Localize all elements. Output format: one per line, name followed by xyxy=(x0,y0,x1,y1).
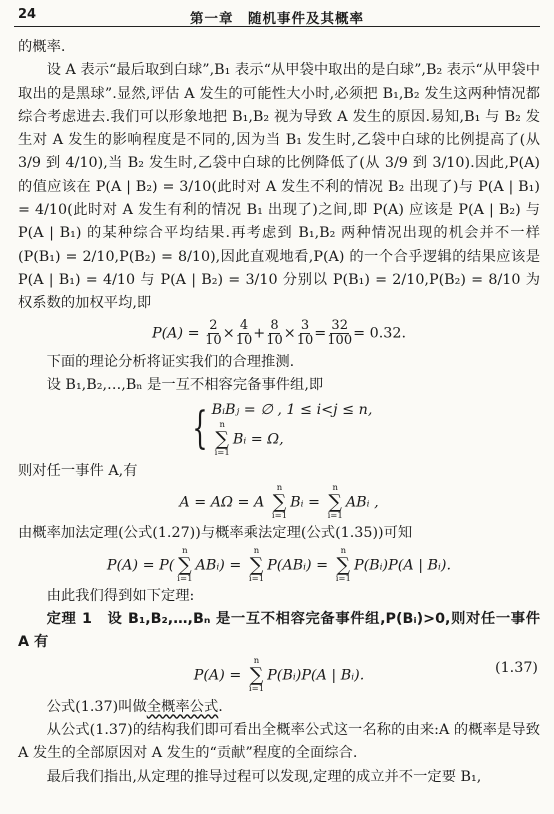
paragraph-by-theorems: 由概率加法定理(公式(1.27))与概率乘法定理(公式(1.35))可知 xyxy=(18,525,413,542)
term-total-probability-formula: 全概率公式 xyxy=(146,698,219,715)
equation-number: (1.37) xyxy=(495,659,538,676)
paragraph-transition: 下面的理论分析将证实我们的合理推测. xyxy=(46,353,295,370)
summation-symbol: n ∑ i=1 xyxy=(327,483,343,522)
left-brace-glyph: { xyxy=(191,402,208,454)
paragraph-hence: 由此我们得到如下定理: xyxy=(46,587,195,604)
equation-derivation: P(A) = P( n ∑ i=1 ABᵢ) = n ∑ i=1 P(ABᵢ) = n ∑ i=1 P(Bᵢ)P(A | Bᵢ). xyxy=(106,545,452,584)
fraction: $\frac{3}{10}$ xyxy=(296,317,314,348)
summation-symbol: n ∑ i=1 xyxy=(335,545,351,584)
paragraph-formula-name: 公式(1.37)叫做全概率公式. xyxy=(46,698,223,715)
fraction: $\frac{32}{100}$ xyxy=(327,317,353,348)
summation-symbol: n ∑ i=1 xyxy=(177,545,193,584)
fraction: $\frac{8}{10}$ xyxy=(266,317,283,348)
page-number: 24 xyxy=(18,7,37,22)
paragraph-final: 最后我们指出,从定理的推导过程可以发现,定理的成立并不一定要 B₁, xyxy=(46,768,482,785)
summation-symbol: n ∑ i=1 xyxy=(248,655,265,694)
paragraph-continuation: 的概率. xyxy=(18,39,66,55)
system-line-2: n ∑ i=1 Bᵢ = Ω, xyxy=(214,420,284,459)
system-line-1: BᵢBⱼ = ∅ , 1 ≤ i<j ≤ n, xyxy=(211,402,373,419)
paragraph-assumption: 设 B₁,B₂,…,Bₙ 是一互不相容完备事件组,即 xyxy=(46,376,324,393)
paragraph-explanation: 从公式(1.37)的结构我们即可看出全概率公式这一名称的由来:A 的概率是导致 A 发生的全部原因对 A 发生的“贡献”程度的全面综合. xyxy=(18,721,540,762)
summation-symbol: n ∑ i=1 xyxy=(214,420,230,459)
theorem-1 xyxy=(18,608,540,655)
theorem-label: 定理 1 xyxy=(46,611,92,628)
page-body xyxy=(18,36,540,789)
summation-symbol: n ∑ i=1 xyxy=(271,483,288,522)
running-header xyxy=(14,4,540,27)
equation-total-probability: P(A) = n ∑ i=1 P(Bᵢ)P(A | Bᵢ). (1.37) xyxy=(193,655,538,694)
fraction: $\frac{2}{10}$ xyxy=(205,317,222,348)
fraction: $\frac{4}{10}$ xyxy=(235,317,253,348)
paragraph-reasoning: 设 A 表示“最后取到白球”,B₁ 表示“从甲袋中取出的是白球”,B₂ 表示“从甲袋中取出的是黑球”.显然,评估 A 发生的可能性大小时,必须把 B₁,B₂ 发生这两种情况都综合考虑进去.我们可以形象地把 B₁,B₂ 视为导致 A 发生的原因.易知,B₁ 与 B₂ 发生对 A 发生的影响程度是不同的,因为当 B₁ 发生时,乙袋中白球的比例提高了(从 3/9 到 4/10),当 B₂ 发生时,乙袋中白球的比例降低了(从 3/9 到 3/10).因此,P(A) 的值应该在 P(A | B₂) = 3/10(此时对 A 发生不利的情况 B₂ 出现了)与 P(A | B₁) = 4/10(此时对 A 发生有利的情况 B₁ 出现了)之间,即 P(A) 应该是 P(A | B₂) 与 P(A | B₁) 的某种综合平均结果.再考虑到 B₁,B₂ 两种情况出现的机会并不一样(P(B₁) = 2/10,P(B₂) = 8/10),因此直观地看,P(A) 的一个合乎逻辑的结果应该是 P(A | B₁) = 4/10 与 P(A | B₂) = 3/10 分别以 P(B₁) = 2/10,P(B₂) = 8/10 为权系数的加权平均,即 xyxy=(18,62,540,312)
summation-symbol: n ∑ i=1 xyxy=(248,545,265,584)
equation-weighted-average: P(A) = $\frac{2}{10}$ × $\frac{4}{10}$ + $\frac{8}{10}$ × $\frac{3}{10}$ = $\frac{32}{100}$ = 0.32. xyxy=(151,317,407,348)
paragraph-then: 则对任一事件 A,有 xyxy=(18,463,138,480)
equation-system xyxy=(18,399,540,458)
equation-decomposition: A = AΩ = A n ∑ i=1 Bᵢ = n ∑ i=1 ABᵢ , xyxy=(179,483,379,522)
theorem-statement: 设 B₁,B₂,…,Bₙ 是一互不相容完备事件组,P(Bᵢ)>0,则对任一事件 A 有 xyxy=(18,611,540,651)
chapter-title: 第一章 随机事件及其概率 xyxy=(190,11,364,27)
